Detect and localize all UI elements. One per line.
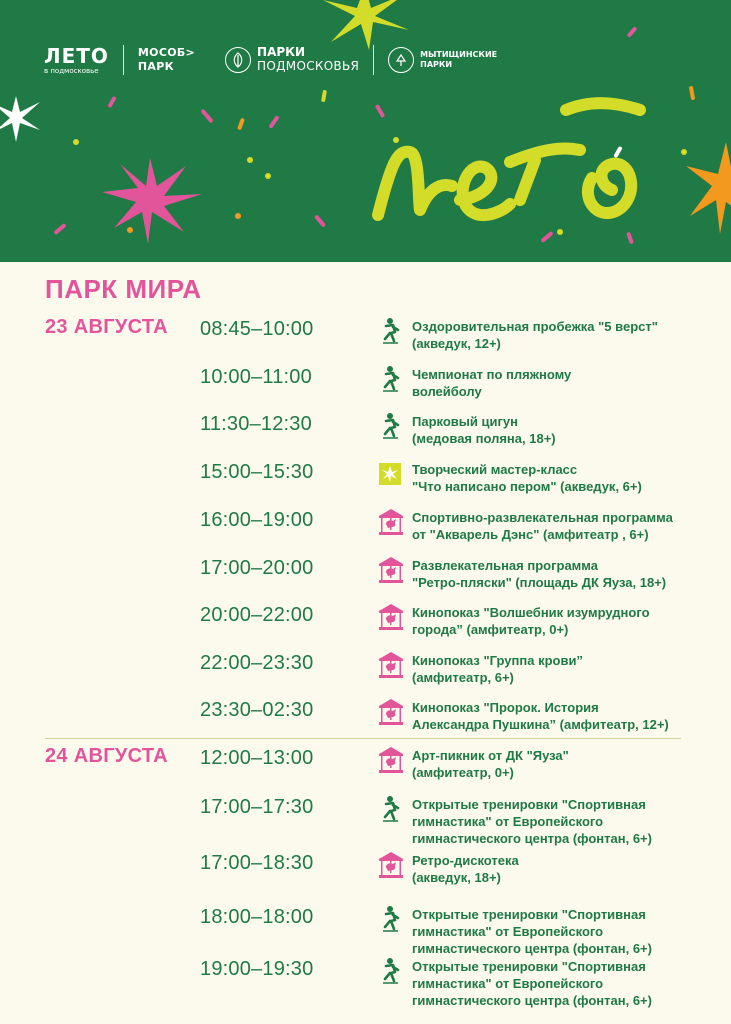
- event-description: [412, 318, 722, 352]
- event-description-line: Чемпионат по пляжному: [412, 367, 572, 382]
- event-description-line: Спортивно-развлекательная программа: [412, 510, 673, 525]
- event-description: [412, 413, 722, 447]
- event-row: [200, 958, 720, 1006]
- event-description-line: волейболу: [412, 384, 482, 399]
- event-time: 18:00–18:00: [200, 906, 314, 928]
- event-time: 23:30–02:30: [200, 699, 314, 721]
- logo-separator: [123, 45, 124, 75]
- event-description-line: гимнастика" от Европейского: [412, 924, 604, 939]
- event-time: 17:00–20:00: [200, 557, 314, 579]
- event-time: 16:00–19:00: [200, 509, 314, 531]
- event-description-line: Парковый цигун: [412, 414, 518, 429]
- event-row: [200, 699, 720, 747]
- runner-icon: [378, 317, 404, 345]
- confetti-decoration: [0, 0, 731, 262]
- date-label: 24 АВГУСТА: [45, 745, 168, 767]
- runner-icon: [378, 957, 404, 985]
- event-time: 17:00–17:30: [200, 796, 314, 818]
- event-description: [412, 699, 722, 733]
- event-time: 19:00–19:30: [200, 958, 314, 980]
- runner-icon: [378, 412, 404, 440]
- event-row: [200, 747, 720, 795]
- event-description-line: "Ретро-пляски" (площадь ДК Яуза, 18+): [412, 575, 667, 590]
- event-description-line: Кинопоказ "Пророк. История: [412, 700, 599, 715]
- event-description-line: Открытые тренировки "Спортивная: [412, 959, 646, 974]
- event-row: [200, 366, 720, 414]
- leto-logo: ЛЕТО в подмосковье: [44, 43, 109, 75]
- event-description: [412, 796, 722, 847]
- event-description-line: Творческий мастер-класс: [412, 462, 578, 477]
- event-description-line: Кинопоказ "Волшебник изумрудного: [412, 605, 650, 620]
- leaf-icon: [225, 47, 251, 73]
- park-title: ПАРК МИРА: [45, 274, 202, 304]
- event-row: [200, 461, 720, 509]
- carousel-icon: [378, 698, 404, 726]
- event-description: [412, 958, 722, 1009]
- runner-icon: [378, 905, 404, 933]
- event-description-line: Александра Пушкина” (амфитеатр, 12+): [412, 717, 669, 732]
- event-description: [412, 366, 722, 400]
- event-time: 15:00–15:30: [200, 461, 314, 483]
- carousel-icon: [378, 556, 404, 584]
- event-row: [200, 852, 720, 900]
- event-description-line: Развлекательная программа: [412, 558, 598, 573]
- event-description-line: Ретро-дискотека: [412, 853, 519, 868]
- partner-logos: [44, 42, 497, 78]
- event-row: [200, 318, 720, 366]
- event-time: 20:00–22:00: [200, 604, 314, 626]
- event-row: [200, 509, 720, 557]
- carousel-icon: [378, 851, 404, 879]
- runner-icon: [378, 365, 404, 393]
- event-description: [412, 747, 722, 781]
- event-time: 11:30–12:30: [200, 413, 312, 435]
- event-description-line: гимнастика" от Европейского: [412, 976, 604, 991]
- craft-icon: [378, 460, 404, 488]
- mosobpark-logo: МОСОБ> ПАРК: [137, 46, 196, 73]
- carousel-icon: [378, 651, 404, 679]
- event-row: [200, 652, 720, 700]
- carousel-icon: [378, 508, 404, 536]
- event-description-line: "Что написано пером" (акведук, 6+): [412, 479, 642, 494]
- event-description: [412, 461, 722, 495]
- event-time: 22:00–23:30: [200, 652, 314, 674]
- event-description: [412, 852, 722, 886]
- event-description-line: от "Акварель Дэнс" (амфитеатр , 6+): [412, 527, 649, 542]
- event-description-line: города” (амфитеатр, 0+): [412, 622, 569, 637]
- event-description: [412, 509, 722, 543]
- event-description-line: (акведук, 12+): [412, 336, 501, 351]
- event-description-line: гимнастика" от Европейского: [412, 814, 604, 829]
- event-description-line: гимнастического центра (фонтан, 6+): [412, 993, 652, 1008]
- carousel-icon: [378, 746, 404, 774]
- event-time: 08:45–10:00: [200, 318, 314, 340]
- event-row: [200, 413, 720, 461]
- event-row: [200, 796, 720, 844]
- event-description-line: Открытые тренировки "Спортивная: [412, 797, 646, 812]
- mytishchi-parks-logo: МЫТИЩИНСКИЕ ПАРКИ: [388, 47, 497, 73]
- carousel-icon: [378, 603, 404, 631]
- parki-podmoskovya-logo: ПАРКИ ПОДМОСКОВЬЯ: [225, 46, 359, 74]
- event-description-line: Арт-пикник от ДК "Яуза": [412, 748, 569, 763]
- date-label: 23 АВГУСТА: [45, 316, 168, 338]
- logo-separator: [373, 45, 374, 75]
- event-description: [412, 906, 722, 957]
- event-description-line: Оздоровительная пробежка "5 верст": [412, 319, 658, 334]
- event-description-line: (амфитеатр, 6+): [412, 670, 514, 685]
- tree-icon: [388, 47, 414, 73]
- runner-icon: [378, 795, 404, 823]
- event-description-line: (амфитеатр, 0+): [412, 765, 514, 780]
- event-time: 17:00–18:30: [200, 852, 314, 874]
- header-banner: [0, 0, 731, 262]
- event-description-line: (акведук, 18+): [412, 870, 501, 885]
- event-description-line: Кинопоказ "Группа крови”: [412, 653, 583, 668]
- event-row: [200, 906, 720, 954]
- event-time: 10:00–11:00: [200, 366, 312, 388]
- event-time: 12:00–13:00: [200, 747, 314, 769]
- event-row: [200, 604, 720, 652]
- event-description-line: гимнастического центра (фонтан, 6+): [412, 941, 652, 956]
- event-description-line: (медовая поляна, 18+): [412, 431, 556, 446]
- event-description-line: Открытые тренировки "Спортивная: [412, 907, 646, 922]
- event-description: [412, 557, 722, 591]
- event-description: [412, 604, 722, 638]
- event-description: [412, 652, 722, 686]
- event-description-line: гимнастического центра (фонтан, 6+): [412, 831, 652, 846]
- event-row: [200, 557, 720, 605]
